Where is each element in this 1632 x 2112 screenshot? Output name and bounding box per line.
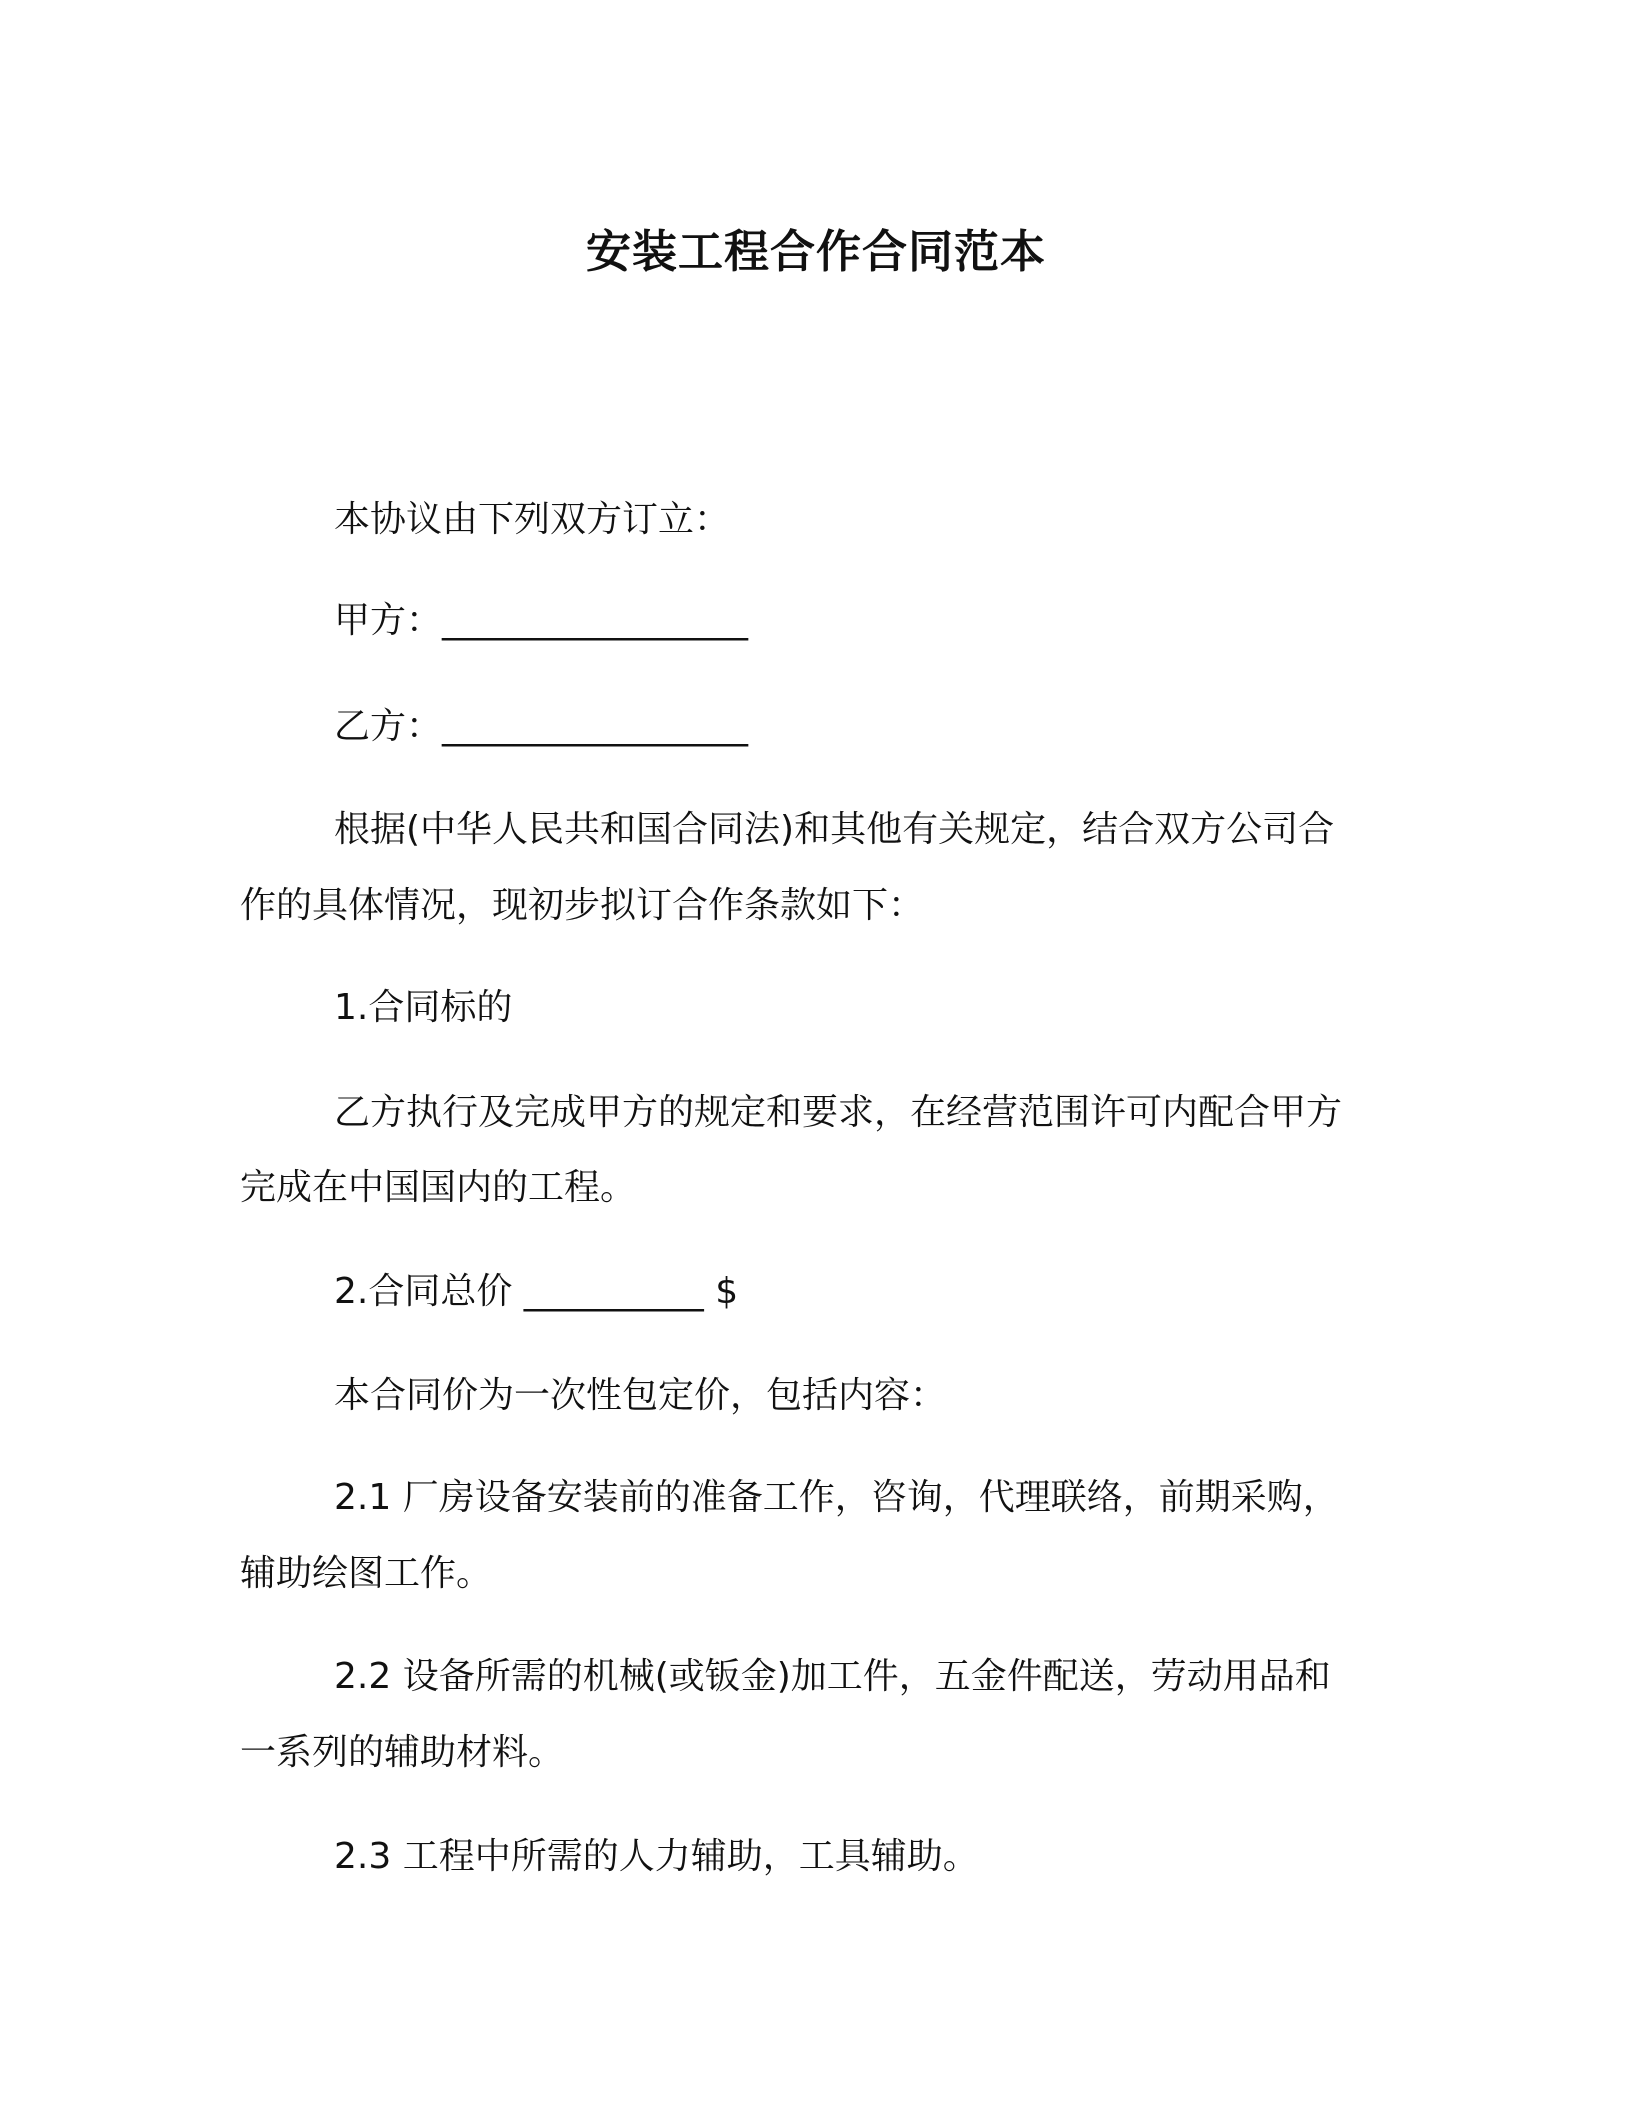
intro-text: 本协议由下列双方订立： <box>334 499 731 540</box>
party-a-line: 甲方：_________________ <box>334 600 749 641</box>
paragraph-2-line-2: 完成在中国国内的工程。 <box>240 1167 637 1208</box>
item-2-2-line-1: 2.2 设备所需的机械(或钣金)加工件，五金件配送，劳动用品和 <box>334 1656 1331 1697</box>
document-title: 安装工程合作合同范本 <box>585 225 1046 278</box>
paragraph-1-line-1: 根据(中华人民共和国合同法)和其他有关规定，结合双方公司合 <box>334 809 1335 850</box>
item-2-2-line-2: 一系列的辅助材料。 <box>240 1732 565 1773</box>
section-1-heading: 1.合同标的 <box>334 987 513 1028</box>
paragraph-3: 本合同价为一次性包定价，包括内容： <box>334 1375 947 1416</box>
paragraph-2-line-1: 乙方执行及完成甲方的规定和要求，在经营范围许可内配合甲方 <box>334 1092 1343 1133</box>
section-2-heading: 2.合同总价 __________ $ <box>334 1271 739 1312</box>
item-2-3: 2.3 工程中所需的人力辅助，工具辅助。 <box>334 1836 979 1877</box>
party-b-line: 乙方：_________________ <box>334 706 749 747</box>
item-2-1-line-1: 2.1 厂房设备安装前的准备工作，咨询，代理联络，前期采购， <box>334 1477 1339 1518</box>
paragraph-1-line-2: 作的具体情况，现初步拟订合作条款如下： <box>240 885 925 926</box>
item-2-1-line-2: 辅助绘图工作。 <box>240 1553 493 1594</box>
